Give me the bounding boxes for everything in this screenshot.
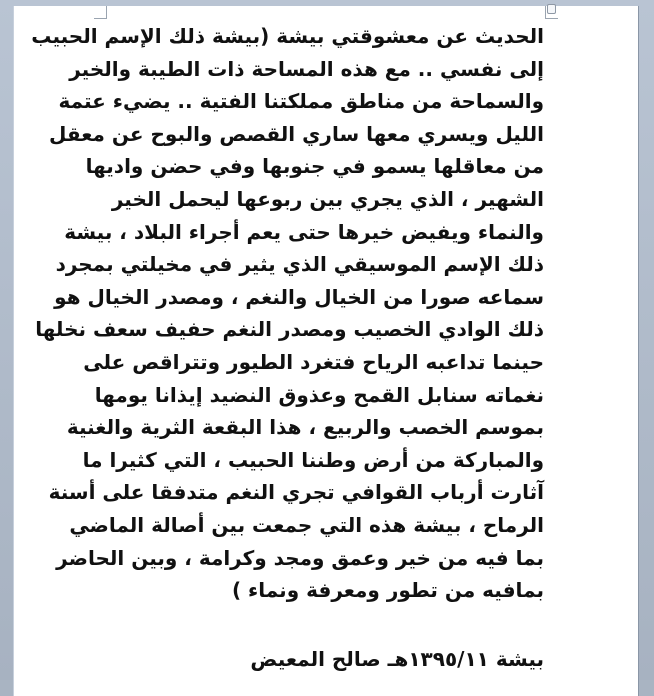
paragraph-line: والسماحة من مناطق مملكتنا الفتية .. يضيء عتمة	[58, 89, 544, 114]
paragraph-line: إلى نفسي .. مع هذه المساحة ذات الطيبة والخير	[69, 56, 544, 81]
paragraph-line: والمباركة من أرض وطننا الحبيب ، التي كثيرا ما	[82, 447, 544, 472]
paragraph-line: نغماته سنابل القمح وعذوق النضيد إيذانا يومها	[94, 382, 544, 407]
paragraph-line: بمافيه من تطور ومعرفة ونماء )	[231, 578, 544, 603]
paragraph-line: من معاقلها يسمو في جنوبها وفي حضن واديها	[85, 154, 544, 179]
paragraph-line: الحديث عن معشوقتي بيشة (بيشة ذلك الإسم الحبيب	[31, 24, 544, 48]
paragraph-line: بما فيه من خير وعمق ومجد وكرامة ، وبين الحاضر	[56, 545, 544, 570]
paragraph-line: ذلك الوادي الخصيب ومصدر النغم حفيف سعف نخلها	[35, 317, 544, 342]
paragraph-line: آثارت أرباب القوافي تجري النغم متدفقا على أسنة	[48, 480, 544, 505]
top-left-margin-mark	[94, 6, 107, 19]
paragraph	[31, 20, 544, 607]
paragraph-line: الليل ويسري معها ساري القصص والبوح عن معقل	[49, 121, 544, 146]
paragraph-line: سماعه صورا من الخيال والنغم ، ومصدر الخيال هو	[54, 284, 544, 309]
paragraph-line: الرماح ، بيشة هذه التي جمعت بين أصالة الماضي	[69, 512, 544, 537]
paragraph-line: ذلك الإسم الموسيقي الذي يثير في مخيلتي بمجرد	[55, 252, 544, 277]
paragraph-line: والنماء ويفيض خيرها حتى يعم أجراء البلاد ، بيشة	[64, 219, 544, 244]
paragraph-line: الشهير ، الذي يجري بين ربوعها ليحمل الخير	[111, 186, 544, 211]
paragraph-line: بموسم الخصب والربيع ، هذا البقعة الثرية والغنية	[66, 415, 544, 440]
signature-line: بيشة ١٣٩٥/١١هـ صالح المعيض	[250, 647, 544, 671]
paragraph-line: حينما تداعبه الرياح فتغرد الطيور وتتراقص على	[83, 349, 544, 374]
anchor-icon	[547, 4, 556, 14]
